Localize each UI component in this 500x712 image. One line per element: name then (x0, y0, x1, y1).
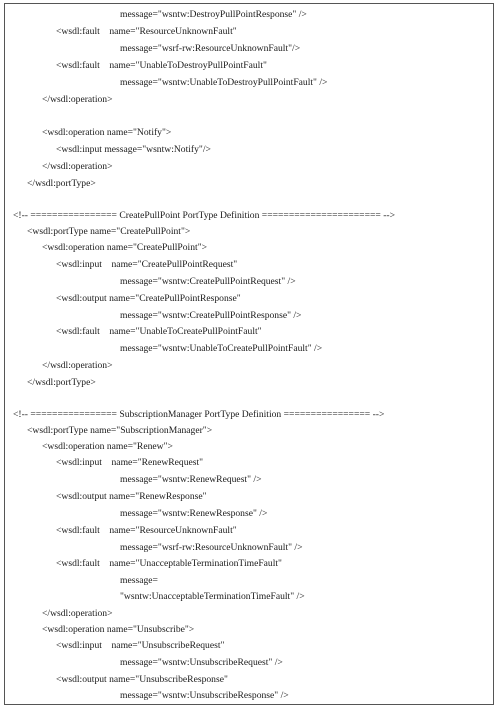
code-line: <wsdl:fault name="UnableToCreatePullPointFault" (56, 326, 262, 337)
code-line: message="wsntw:UnsubscribeRequest" /> (120, 657, 283, 668)
code-line: message="wsntw:CreatePullPointResponse" /> (120, 310, 302, 321)
code-line: <wsdl:input message="wsntw:Notify"/> (56, 144, 211, 155)
code-line: message="wsntw:UnableToCreatePullPointFault" /> (120, 343, 323, 354)
code-line: <wsdl:input name="RenewRequest" (56, 457, 204, 468)
code-line: <wsdl:fault name="ResourceUnknownFault" (56, 26, 237, 37)
code-line: message="wsntw:DestroyPullPointResponse" /> (120, 9, 307, 20)
code-line: <!-- ================ SubscriptionManager PortType Definition ================ --> (13, 409, 385, 420)
code-line: message="wsntw:RenewResponse" /> (120, 508, 268, 519)
code-line: <wsdl:fault name="UnableToDestroyPullPointFault" (56, 60, 267, 71)
code-line: </wsdl:portType> (27, 377, 96, 388)
code-line: <wsdl:operation name="Notify"> (42, 127, 172, 138)
code-line: <wsdl:output name="CreatePullPointResponse" (56, 293, 241, 304)
code-line: <wsdl:portType name="CreatePullPoint"> (27, 226, 191, 237)
code-line: <wsdl:fault name="UnacceptableTerminationTimeFault" (56, 558, 282, 569)
code-line: message="wsrf-rw:ResourceUnknownFault"/> (120, 43, 301, 54)
code-line: <wsdl:operation name="Unsubscribe"> (42, 624, 195, 635)
document-page (4, 3, 494, 705)
code-line: </wsdl:operation> (42, 608, 113, 619)
code-line: <wsdl:fault name="ResourceUnknownFault" (56, 525, 237, 536)
code-line: "wsntw:UnacceptableTerminationTimeFault" /> (120, 591, 305, 602)
code-line: </wsdl:operation> (42, 360, 113, 371)
code-line: message="wsrf-rw:ResourceUnknownFault" /> (120, 542, 303, 553)
code-line: message="wsntw:RenewRequest" /> (120, 474, 262, 485)
code-line: </wsdl:portType> (27, 178, 96, 189)
code-line: message="wsntw:UnsubscribeResponse" /> (120, 690, 289, 701)
code-line: <wsdl:operation name="CreatePullPoint"> (42, 242, 208, 253)
code-line: message="wsntw:UnableToDestroyPullPointFault" /> (120, 77, 328, 88)
code-line: <wsdl:input name="CreatePullPointRequest" (56, 259, 238, 270)
code-line: message="wsntw:CreatePullPointRequest" /> (120, 276, 296, 287)
code-line: <!-- ================ CreatePullPoint PortType Definition ====================== --> (13, 210, 396, 221)
code-line: </wsdl:operation> (42, 94, 113, 105)
code-line: <wsdl:portType name="SubscriptionManager"> (27, 425, 213, 436)
code-line: <wsdl:output name="UnsubscribeResponse" (56, 674, 228, 685)
code-line: </wsdl:operation> (42, 161, 113, 172)
code-line: <wsdl:operation name="Renew"> (42, 441, 173, 452)
code-line: message= (120, 575, 158, 586)
code-line: <wsdl:output name="RenewResponse" (56, 491, 207, 502)
code-line: <wsdl:input name="UnsubscribeRequest" (56, 640, 225, 651)
